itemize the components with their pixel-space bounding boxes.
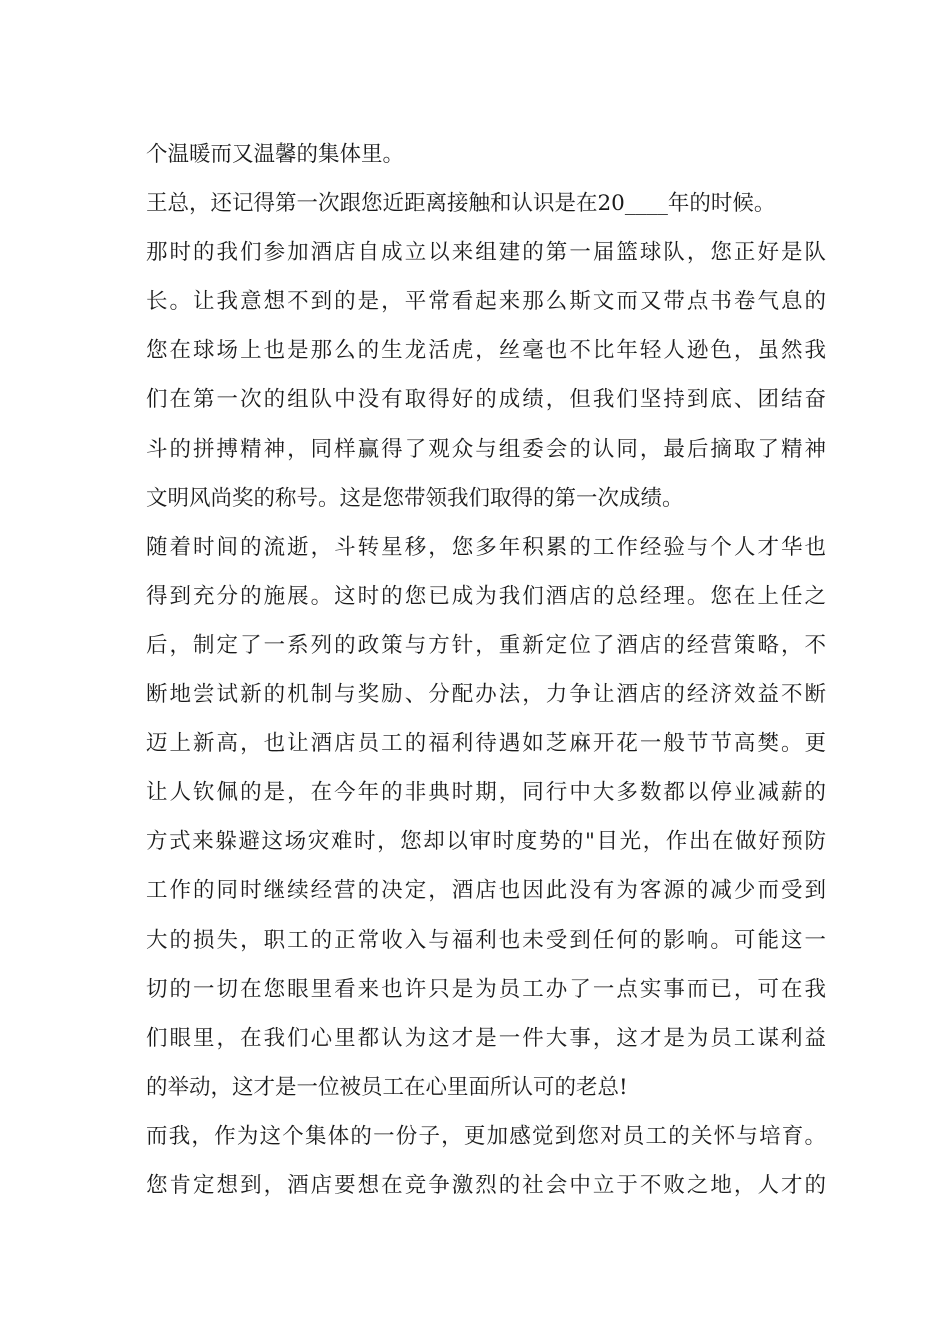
text-line: 们在第一次的组队中没有取得好的成绩，但我们坚持到底、团结奋 bbox=[146, 387, 826, 413]
text-line: 方式来躲避这场灾难时，您却以审时度势的"目光，作出在做好预防 bbox=[146, 829, 826, 855]
text-line: 工作的同时继续经营的决定，酒店也因此没有为客源的减少而受到 bbox=[146, 878, 826, 904]
text-line: 切的一切在您眼里看来也许只是为员工办了一点实事而已，可在我 bbox=[146, 976, 826, 1002]
text-line: 迈上新高，也让酒店员工的福利待遇如芝麻开花一般节节高樊。更 bbox=[146, 731, 826, 757]
text-line: 文明风尚奖的称号。这是您带领我们取得的第一次成绩。 bbox=[146, 485, 684, 511]
text-line: 您肯定想到，酒店要想在竞争激烈的社会中立于不败之地，人才的 bbox=[146, 1172, 826, 1198]
text-line: 而我，作为这个集体的一份子，更加感觉到您对员工的关怀与培育。 bbox=[146, 1123, 826, 1149]
text-line: 后，制定了一系列的政策与方针，重新定位了酒店的经营策略，不 bbox=[146, 632, 826, 658]
text-line: 断地尝试新的机制与奖励、分配办法，力争让酒店的经济效益不断 bbox=[146, 682, 826, 708]
text-line: 随着时间的流逝，斗转星移，您多年积累的工作经验与个人才华也 bbox=[146, 534, 826, 560]
text-line: 斗的拼搏精神，同样赢得了观众与组委会的认同，最后摘取了精神 bbox=[146, 436, 826, 462]
text-line: 个温暖而又温馨的集体里。 bbox=[146, 142, 405, 167]
text-line: 让人钦佩的是，在今年的非典时期，同行中大多数都以停业减薪的 bbox=[146, 780, 826, 806]
text-line: 的举动，这才是一位被员工在心里面所认可的老总! bbox=[146, 1074, 628, 1100]
text-line: 们眼里，在我们心里都认为这才是一件大事，这才是为员工谋利益 bbox=[146, 1025, 826, 1051]
text-line: 大的损失，职工的正常收入与福利也未受到任何的影响。可能这一 bbox=[146, 927, 826, 953]
text-line: 长。让我意想不到的是，平常看起来那么斯文而又带点书卷气息的 bbox=[146, 289, 826, 315]
text-line: 您在球场上也是那么的生龙活虎，丝毫也不比年轻人逊色，虽然我 bbox=[146, 338, 826, 364]
text-line: 王总，还记得第一次跟您近距离接触和认识是在20____年的时候。 bbox=[146, 191, 776, 217]
document-body bbox=[146, 130, 826, 1210]
text-line: 得到充分的施展。这时的您已成为我们酒店的总经理。您在上任之 bbox=[146, 583, 826, 609]
text-line: 那时的我们参加酒店自成立以来组建的第一届篮球队，您正好是队 bbox=[146, 240, 826, 266]
